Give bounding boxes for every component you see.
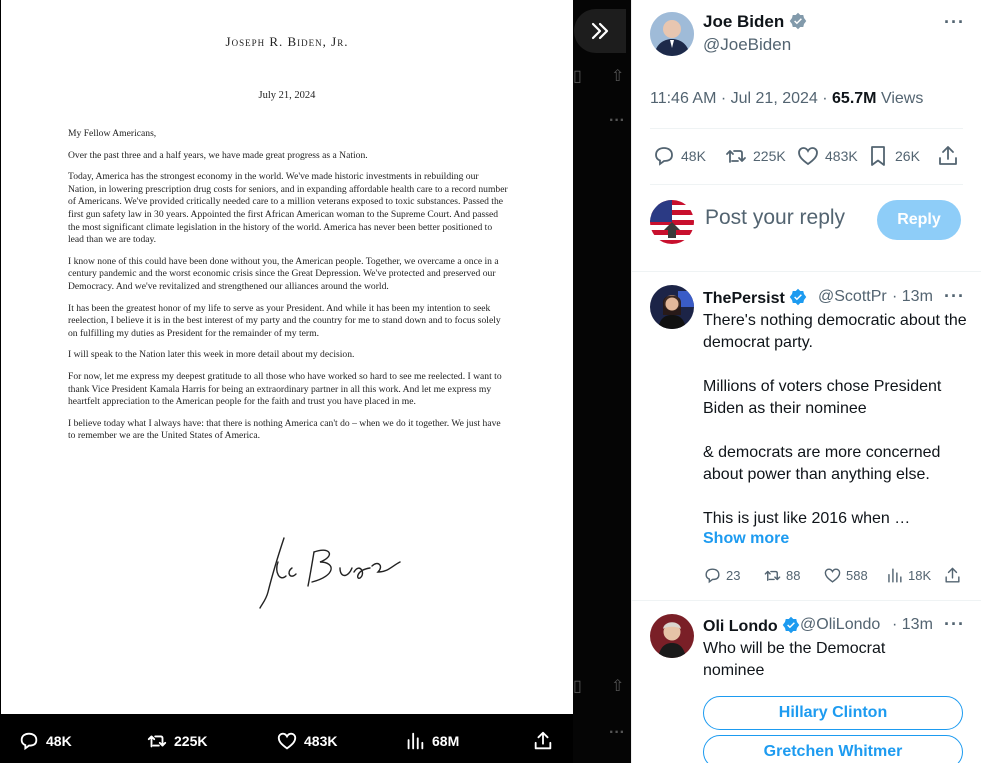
- reply-avatar[interactable]: [650, 285, 694, 329]
- verified-badge-icon: [789, 12, 807, 30]
- author-name[interactable]: [703, 12, 807, 32]
- bookmark-stat[interactable]: [866, 144, 920, 168]
- letter-paragraph: Over the past three and a half years, we have made great progress as a Nation.: [68, 149, 368, 161]
- reply-count: 48K: [681, 148, 706, 164]
- letter-image[interactable]: [1, 0, 573, 714]
- letterhead: Joseph R. Biden, Jr.: [225, 34, 349, 49]
- letter-paragraph: It has been the greatest honor of my life to serve as your President. And while it has been my intention to seek reelection, I believe it is in the best interest of my party and the country for me to stand down and to focus solely on fulfilling my duties as President for the remainder of my term.: [68, 302, 501, 339]
- letter-paragraph: I will speak to the Nation later this week in more detail about my decision.: [68, 349, 355, 361]
- reply-timestamp[interactable]: · 13m: [892, 616, 933, 633]
- bookmark-icon: ▯: [573, 678, 582, 695]
- views-count: 65.7M: [832, 90, 877, 107]
- avatar-photo-icon: [650, 12, 694, 56]
- views-label: Views: [876, 90, 924, 107]
- reply-author-name-text: Oli Londo: [703, 618, 778, 635]
- divider: [650, 184, 963, 185]
- background-timeline: [573, 0, 631, 763]
- share-icon: [532, 730, 554, 752]
- views-stat[interactable]: [885, 566, 931, 585]
- repost-count: 225K: [753, 148, 786, 164]
- divider: [632, 600, 981, 601]
- tweet-stats-bar: [652, 140, 972, 172]
- bookmark-icon: ▯: [573, 68, 582, 85]
- reply-input[interactable]: Post your reply: [705, 206, 846, 229]
- reply-avatar[interactable]: [650, 614, 694, 658]
- bookmark-count: 26K: [895, 148, 920, 164]
- heart-icon: [276, 730, 298, 752]
- letter-body: [68, 128, 508, 452]
- reply-author-handle[interactable]: @ScottPr: [818, 288, 887, 305]
- reply-icon: [18, 730, 40, 752]
- composer-avatar: [650, 200, 694, 244]
- author-avatar[interactable]: [650, 12, 694, 56]
- flag-avatar-icon: [650, 200, 694, 244]
- repost-action[interactable]: [146, 730, 207, 752]
- reply-author-name[interactable]: [703, 616, 800, 636]
- repost-count: 88: [786, 568, 801, 583]
- avatar-photo-icon: [650, 285, 694, 329]
- repost-icon: [763, 566, 782, 585]
- analytics-icon: [404, 730, 426, 752]
- reply-count: 48K: [46, 733, 72, 749]
- like-stat[interactable]: [796, 144, 858, 168]
- repost-stat[interactable]: [763, 566, 800, 585]
- letter-date: July 21, 2024: [258, 90, 316, 101]
- share-action[interactable]: [532, 730, 554, 752]
- signature-image: [256, 532, 416, 612]
- reply-icon: [652, 144, 676, 168]
- reply-author-handle[interactable]: @OliLondo: [800, 616, 881, 633]
- share-icon: ⇧: [611, 68, 625, 85]
- share-icon: ⇧: [611, 678, 625, 695]
- reply-stat[interactable]: [703, 566, 740, 585]
- verified-badge-icon: [789, 288, 807, 306]
- letter-paragraph: For now, let me express my deepest gratitude to all those who have worked so hard to see me reelected. I want to thank Vice President Kamala Harris for being an extraordinary partner in all this work. And let me express my heartfelt appreciation to the American people for the faith and trust you have placed in me.: [68, 370, 502, 408]
- tweet-meta: [650, 90, 923, 108]
- reply-stats-bar: [703, 566, 965, 588]
- divider: [632, 271, 981, 272]
- bookmark-icon: [866, 144, 890, 168]
- media-action-bar: [0, 714, 573, 763]
- tweet-detail-panel: [631, 0, 981, 763]
- like-count: 588: [846, 568, 868, 583]
- analytics-icon: [885, 566, 904, 585]
- reply-text: There's nothing democratic about the democrat party. Millions of voters chose President Biden as their nominee & democrats are more concerned about power than anything else. This is just like 2016 when …: [703, 312, 967, 527]
- share-icon: [943, 566, 962, 585]
- reply-timestamp[interactable]: · 13m: [892, 288, 933, 305]
- views-action[interactable]: [404, 730, 459, 752]
- like-stat[interactable]: [823, 566, 868, 585]
- reply-author-name-text: ThePersist: [703, 290, 785, 307]
- reply-icon: [703, 566, 722, 585]
- verified-badge-icon: [782, 616, 800, 634]
- like-count: 483K: [304, 733, 338, 749]
- letter-salutation: My Fellow Americans,: [68, 128, 157, 139]
- avatar-photo-icon: [650, 614, 694, 658]
- heart-icon: [796, 144, 820, 168]
- reply-button[interactable]: Reply: [877, 200, 961, 240]
- more-options-icon[interactable]: ···: [944, 286, 965, 306]
- more-icon: ···: [609, 724, 625, 741]
- show-more-link[interactable]: Show more: [703, 530, 790, 547]
- reply-count: 23: [726, 568, 741, 583]
- more-options-icon[interactable]: ···: [944, 614, 965, 634]
- author-handle[interactable]: @JoeBiden: [703, 35, 792, 54]
- like-action[interactable]: [276, 730, 337, 752]
- share-stat[interactable]: [936, 144, 960, 168]
- reply-stat[interactable]: [652, 144, 706, 168]
- letter-paragraph: Today, America has the strongest economy in the world. We've made historic investments in rebuilding our Nation, in lowering prescription drug costs for seniors, and in expanding affordable health care to a record number of Americans. We've provided critically needed care to a million veterans exposed to toxic substances. Passed the first gun safety law in 30 years. Appointed the first African American woman to the Supreme Court. And passed the most significant climate legislation in the history of the world. America has never been better positioned to lead than we are today.: [68, 171, 508, 246]
- reply-action[interactable]: [18, 730, 72, 752]
- double-chevron-right-icon: [588, 19, 612, 43]
- letter-paragraph: I know none of this could have been done without you, the American people. Together, we overcame a once in a century pandemic and the worst economic crisis since the Great Depression. We've protected and preserved our Democracy. And we've revitalized and strengthened our alliances around the world.: [68, 255, 499, 292]
- more-options-icon[interactable]: ···: [944, 12, 965, 32]
- heart-icon: [823, 566, 842, 585]
- reply-text: Who will be the Democrat nominee: [703, 640, 886, 679]
- repost-icon: [146, 730, 168, 752]
- divider: [650, 128, 963, 129]
- more-icon: ···: [609, 112, 625, 129]
- poll-option[interactable]: Gretchen Whitmer: [703, 735, 963, 763]
- like-count: 483K: [825, 148, 858, 164]
- share-icon: [936, 144, 960, 168]
- share-stat[interactable]: [943, 566, 962, 585]
- views-count: 18K: [908, 568, 932, 583]
- repost-stat[interactable]: [724, 144, 786, 168]
- tweet-timestamp[interactable]: 11:46 AM · Jul 21, 2024 ·: [650, 90, 833, 107]
- repost-count: 225K: [174, 733, 208, 749]
- poll-option[interactable]: Hillary Clinton: [703, 696, 963, 730]
- author-name-text: Joe Biden: [703, 12, 785, 31]
- collapse-panel-button[interactable]: [574, 9, 626, 53]
- letter-paragraph: I believe today what I always have: that there is nothing America can't do – when we do it together. We just have to remember we are the United States of America.: [68, 417, 501, 442]
- reply-author-name[interactable]: [703, 288, 807, 308]
- repost-icon: [724, 144, 748, 168]
- views-count: 68M: [432, 733, 460, 749]
